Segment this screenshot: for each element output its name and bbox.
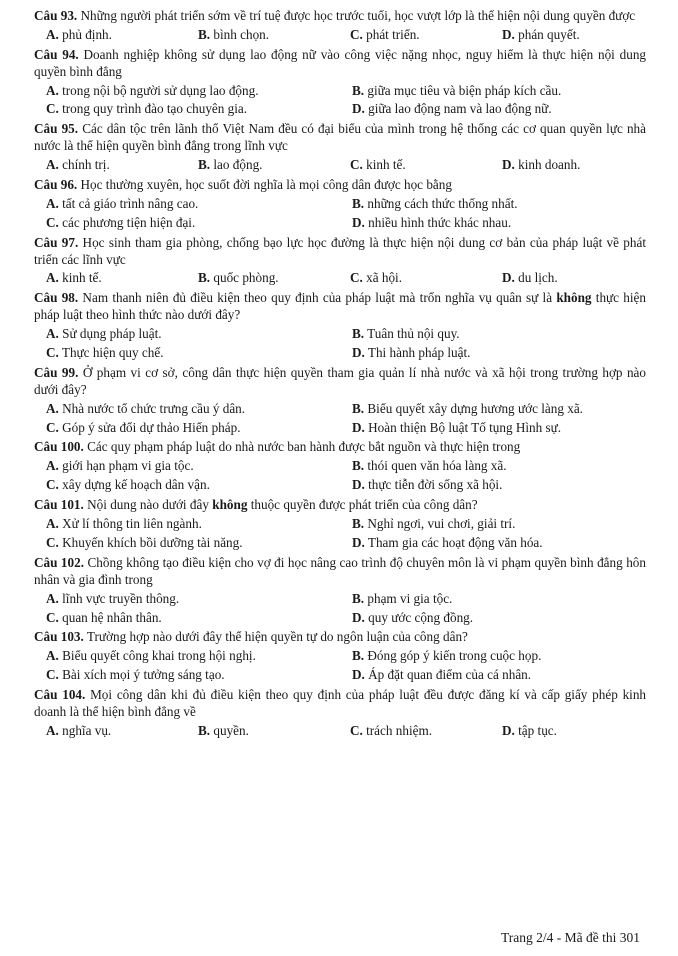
answer-option — [46, 591, 352, 608]
option-text: những cách thức thống nhất. — [364, 195, 518, 211]
option-text: giới hạn phạm vi gia tộc. — [58, 458, 194, 474]
question-text-tail: thực hiện pháp luật theo hình thức nào dưới đây? — [34, 290, 646, 323]
option-letter: A. — [46, 326, 59, 342]
answer-option — [502, 270, 646, 287]
option-text: chính trị. — [58, 157, 110, 173]
option-letter: A. — [46, 400, 59, 416]
question-text: Ở phạm vi cơ sở, công dân thực hiện quyền tham gia quản lí nhà nước và xã hội trong trường hợp nào dưới đây? — [34, 364, 647, 397]
option-text: các phương tiện hiện đại. — [58, 214, 196, 230]
answer-options — [34, 723, 646, 740]
option-letter: D. — [502, 26, 515, 42]
option-letter: D. — [502, 270, 515, 286]
answer-option — [46, 401, 352, 418]
answer-option — [352, 401, 646, 418]
answer-options — [34, 83, 646, 119]
option-text: Tuân thủ nội quy. — [364, 326, 460, 342]
question-number: Câu 98. — [34, 290, 79, 306]
question-block — [34, 290, 646, 362]
option-letter: D. — [352, 609, 365, 625]
option-text: kinh tế. — [362, 157, 406, 173]
question-stem — [34, 497, 646, 514]
option-letter: C. — [46, 609, 59, 625]
question-stem — [34, 439, 646, 456]
answer-option — [46, 477, 352, 494]
option-text: nghĩa vụ. — [58, 722, 112, 738]
option-text: trong nội bộ người sử dụng lao động. — [58, 82, 259, 98]
question-number: Câu 102. — [34, 554, 85, 570]
answer-option — [352, 477, 646, 494]
option-letter: D. — [352, 345, 365, 361]
answer-options — [34, 516, 646, 552]
option-letter: B. — [198, 722, 211, 738]
answer-options — [34, 458, 646, 494]
option-text: Nhà nước tổ chức trưng cầu ý dân. — [58, 400, 246, 416]
answer-option — [502, 157, 646, 174]
answer-option — [198, 27, 350, 44]
option-letter: C. — [46, 477, 59, 493]
option-letter: A. — [46, 722, 59, 738]
option-text: xã hội. — [362, 270, 403, 286]
option-letter: A. — [46, 270, 59, 286]
answer-option — [198, 723, 350, 740]
answer-option — [352, 83, 646, 100]
option-letter: A. — [46, 26, 59, 42]
option-text: nhiều hình thức khác nhau. — [364, 214, 512, 230]
answer-option — [352, 101, 646, 118]
answer-option — [46, 648, 352, 665]
question-text: Học sinh tham gia phòng, chống bạo lực học đường là thực hiện nội dung cơ bản của pháp luật về phát triển các lĩnh vực — [34, 234, 647, 267]
option-text: lĩnh vực truyền thông. — [58, 590, 180, 606]
option-letter: C. — [46, 345, 59, 361]
question-number: Câu 95. — [34, 121, 79, 137]
option-text: bình chọn. — [210, 26, 270, 42]
option-text: xây dựng kế hoạch dân vận. — [58, 477, 210, 493]
option-text: Biểu quyết công khai trong hội nghị. — [58, 648, 256, 664]
answer-option — [46, 535, 352, 552]
question-number: Câu 96. — [34, 177, 78, 193]
question-stem — [34, 629, 646, 646]
option-text: Biểu quyết xây dựng hương ước làng xã. — [364, 400, 583, 416]
question-block — [34, 439, 646, 494]
option-letter: A. — [46, 458, 59, 474]
answer-option — [352, 345, 646, 362]
answer-option — [46, 83, 352, 100]
option-letter: A. — [46, 157, 59, 173]
question-number: Câu 94. — [34, 46, 79, 62]
option-text: Hoàn thiện Bộ luật Tố tụng Hình sự. — [364, 419, 562, 435]
option-letter: B. — [352, 458, 365, 474]
answer-option — [46, 516, 352, 533]
option-letter: A. — [46, 195, 59, 211]
answer-option — [352, 591, 646, 608]
answer-options — [34, 326, 646, 362]
answer-option — [352, 196, 646, 213]
option-letter: C. — [46, 667, 59, 683]
answer-option — [46, 27, 198, 44]
answer-option — [352, 610, 646, 627]
question-text: Nội dung nào dưới đây — [83, 497, 213, 513]
answer-option — [46, 420, 352, 437]
question-stem — [34, 121, 646, 155]
question-block — [34, 687, 646, 740]
option-letter: D. — [352, 419, 365, 435]
answer-option — [352, 535, 646, 552]
option-letter: D. — [352, 214, 365, 230]
option-letter: D. — [502, 722, 515, 738]
question-number: Câu 103. — [34, 629, 84, 645]
question-block — [34, 47, 646, 119]
question-number: Câu 93. — [34, 8, 78, 23]
option-letter: B. — [352, 82, 365, 98]
option-letter: C. — [46, 534, 59, 550]
option-letter: B. — [352, 400, 365, 416]
question-stem — [34, 687, 646, 721]
answer-options — [34, 648, 646, 684]
answer-option — [46, 157, 198, 174]
answer-option — [352, 667, 646, 684]
question-number: Câu 99. — [34, 364, 79, 380]
answer-option — [352, 516, 646, 533]
option-letter: D. — [352, 667, 365, 683]
option-letter: B. — [352, 648, 365, 664]
question-block — [34, 629, 646, 684]
question-text: Chồng không tạo điều kiện cho vợ đi học nâng cao trình độ chuyên môn là vi phạm quyền bình đẳng hôn nhân và gia đình trong — [34, 554, 646, 587]
question-text: Nam thanh niên đủ điều kiện theo quy định của pháp luật mà trốn nghĩa vụ quân sự là — [78, 290, 557, 306]
option-text: phán quyết. — [514, 26, 580, 42]
option-letter: C. — [46, 419, 59, 435]
option-text: Khuyến khích bồi dưỡng tài năng. — [58, 534, 243, 550]
question-number: Câu 100. — [34, 439, 84, 455]
answer-option — [198, 157, 350, 174]
option-text: du lịch. — [514, 270, 558, 286]
question-emphasis: không — [556, 290, 592, 306]
option-text: phủ định. — [58, 26, 112, 42]
option-text: giữa lao động nam và lao động nữ. — [364, 101, 552, 117]
option-text: quy ước cộng đồng. — [364, 609, 474, 625]
question-text-tail: thuộc quyền được phát triển của công dân? — [247, 497, 478, 513]
answer-option — [352, 215, 646, 232]
option-letter: B. — [352, 516, 365, 532]
option-letter: D. — [352, 101, 365, 117]
question-stem — [34, 177, 646, 194]
option-text: Xử lí thông tin liên ngành. — [58, 516, 202, 532]
option-text: phát triển. — [362, 26, 420, 42]
question-block — [34, 8, 646, 44]
option-letter: C. — [350, 26, 363, 42]
question-stem — [34, 47, 646, 81]
answer-option — [502, 723, 646, 740]
option-text: Thi hành pháp luật. — [364, 345, 471, 361]
answer-option — [502, 27, 646, 44]
option-letter: A. — [46, 590, 59, 606]
answer-options — [34, 591, 646, 627]
question-emphasis: không — [212, 497, 248, 513]
option-letter: A. — [46, 82, 59, 98]
option-text: quốc phòng. — [210, 270, 279, 286]
question-stem — [34, 235, 646, 269]
question-block — [34, 497, 646, 552]
question-stem — [34, 365, 646, 399]
answer-option — [46, 101, 352, 118]
option-text: Áp đặt quan điểm của cá nhân. — [364, 667, 532, 683]
option-letter: B. — [352, 590, 365, 606]
option-text: Tham gia các hoạt động văn hóa. — [364, 534, 543, 550]
option-text: Sử dụng pháp luật. — [58, 326, 162, 342]
answer-option — [352, 458, 646, 475]
question-text: Các quy phạm pháp luật do nhà nước ban hành được bắt nguồn và thực hiện trong — [83, 439, 521, 455]
question-text: Học thường xuyên, học suốt đời nghĩa là mọi công dân được học bằng — [77, 177, 452, 193]
option-letter: C. — [350, 722, 363, 738]
option-text: trong quy trình đào tạo chuyên gia. — [58, 101, 248, 117]
option-text: kinh doanh. — [514, 157, 581, 173]
question-stem — [34, 555, 646, 589]
answer-option — [46, 458, 352, 475]
option-letter: D. — [352, 477, 365, 493]
question-number: Câu 101. — [34, 497, 84, 513]
option-text: giữa mục tiêu và biện pháp kích cầu. — [364, 82, 562, 98]
answer-options — [34, 270, 646, 287]
answer-option — [352, 420, 646, 437]
answer-options — [34, 157, 646, 174]
option-letter: C. — [350, 157, 363, 173]
question-number: Câu 104. — [34, 687, 86, 703]
question-block — [34, 555, 646, 627]
question-text: Những người phát triển sớm về trí tuệ được học trước tuổi, học vượt lớp là thể hiện nội dung quyền được — [77, 8, 636, 23]
option-text: kinh tế. — [58, 270, 102, 286]
answer-options — [34, 196, 646, 232]
option-text: Góp ý sửa đổi dự thảo Hiến pháp. — [58, 419, 241, 435]
option-letter: A. — [46, 648, 59, 664]
answer-option — [350, 157, 502, 174]
option-text: trách nhiệm. — [362, 722, 433, 738]
question-block — [34, 177, 646, 232]
answer-option — [46, 723, 198, 740]
option-letter: B. — [198, 157, 211, 173]
answer-option — [350, 723, 502, 740]
question-block — [34, 235, 646, 288]
answer-option — [46, 270, 198, 287]
answer-options — [34, 401, 646, 437]
question-block — [34, 365, 646, 437]
answer-options — [34, 27, 646, 44]
answer-option — [46, 610, 352, 627]
question-text: Trường hợp nào dưới đây thể hiện quyền tự do ngôn luận của công dân? — [83, 629, 468, 645]
answer-option — [46, 345, 352, 362]
option-text: Thực hiện quy chế. — [58, 345, 164, 361]
option-letter: C. — [350, 270, 363, 286]
option-letter: B. — [352, 195, 365, 211]
option-letter: B. — [198, 270, 211, 286]
option-text: tất cả giáo trình nâng cao. — [58, 195, 199, 211]
answer-option — [352, 326, 646, 343]
question-block — [34, 121, 646, 174]
answer-option — [350, 27, 502, 44]
answer-option — [46, 215, 352, 232]
page-footer: Trang 2/4 - Mã đề thi 301 — [501, 930, 640, 945]
option-text: quyền. — [210, 722, 249, 738]
option-letter: C. — [46, 214, 59, 230]
question-text: Các dân tộc trên lãnh thổ Việt Nam đều có đại biểu của mình trong hệ thống các cơ quan quyền lực nhà nước là thể hiện quyền bình đẳng trong lĩnh vực — [34, 121, 647, 154]
question-text: Mọi công dân khi đủ điều kiện theo quy định của pháp luật đều được đăng kí và cấp giấy phép kinh doanh là thể hiện bình đẳng về — [34, 687, 647, 719]
question-stem — [34, 290, 646, 324]
option-text: Đóng góp ý kiến trong cuộc họp. — [364, 648, 542, 664]
option-letter: B. — [198, 26, 211, 42]
option-letter: D. — [502, 157, 515, 173]
question-number: Câu 97. — [34, 234, 79, 250]
answer-option — [198, 270, 350, 287]
option-text: quan hệ nhân thân. — [58, 609, 162, 625]
option-text: thực tiễn đời sống xã hội. — [364, 477, 503, 493]
answer-option — [46, 326, 352, 343]
answer-option — [46, 667, 352, 684]
option-text: lao động. — [210, 157, 263, 173]
option-text: phạm vi gia tộc. — [364, 590, 453, 606]
answer-option — [46, 196, 352, 213]
answer-option — [350, 270, 502, 287]
option-letter: B. — [352, 326, 365, 342]
question-stem — [34, 8, 646, 25]
option-text: Bài xích mọi ý tưởng sáng tạo. — [58, 667, 225, 683]
question-text: Doanh nghiệp không sử dụng lao động nữ vào công việc nặng nhọc, nguy hiểm là thực hiện nội dung quyền bình đẳng — [34, 46, 647, 79]
answer-option — [352, 648, 646, 665]
question-list — [34, 8, 646, 743]
option-letter: D. — [352, 534, 365, 550]
option-letter: C. — [46, 101, 59, 117]
option-text: Nghỉ ngơi, vui chơi, giải trí. — [364, 516, 516, 532]
option-letter: A. — [46, 516, 59, 532]
option-text: tập tục. — [514, 722, 557, 738]
option-text: thói quen văn hóa làng xã. — [364, 458, 507, 474]
